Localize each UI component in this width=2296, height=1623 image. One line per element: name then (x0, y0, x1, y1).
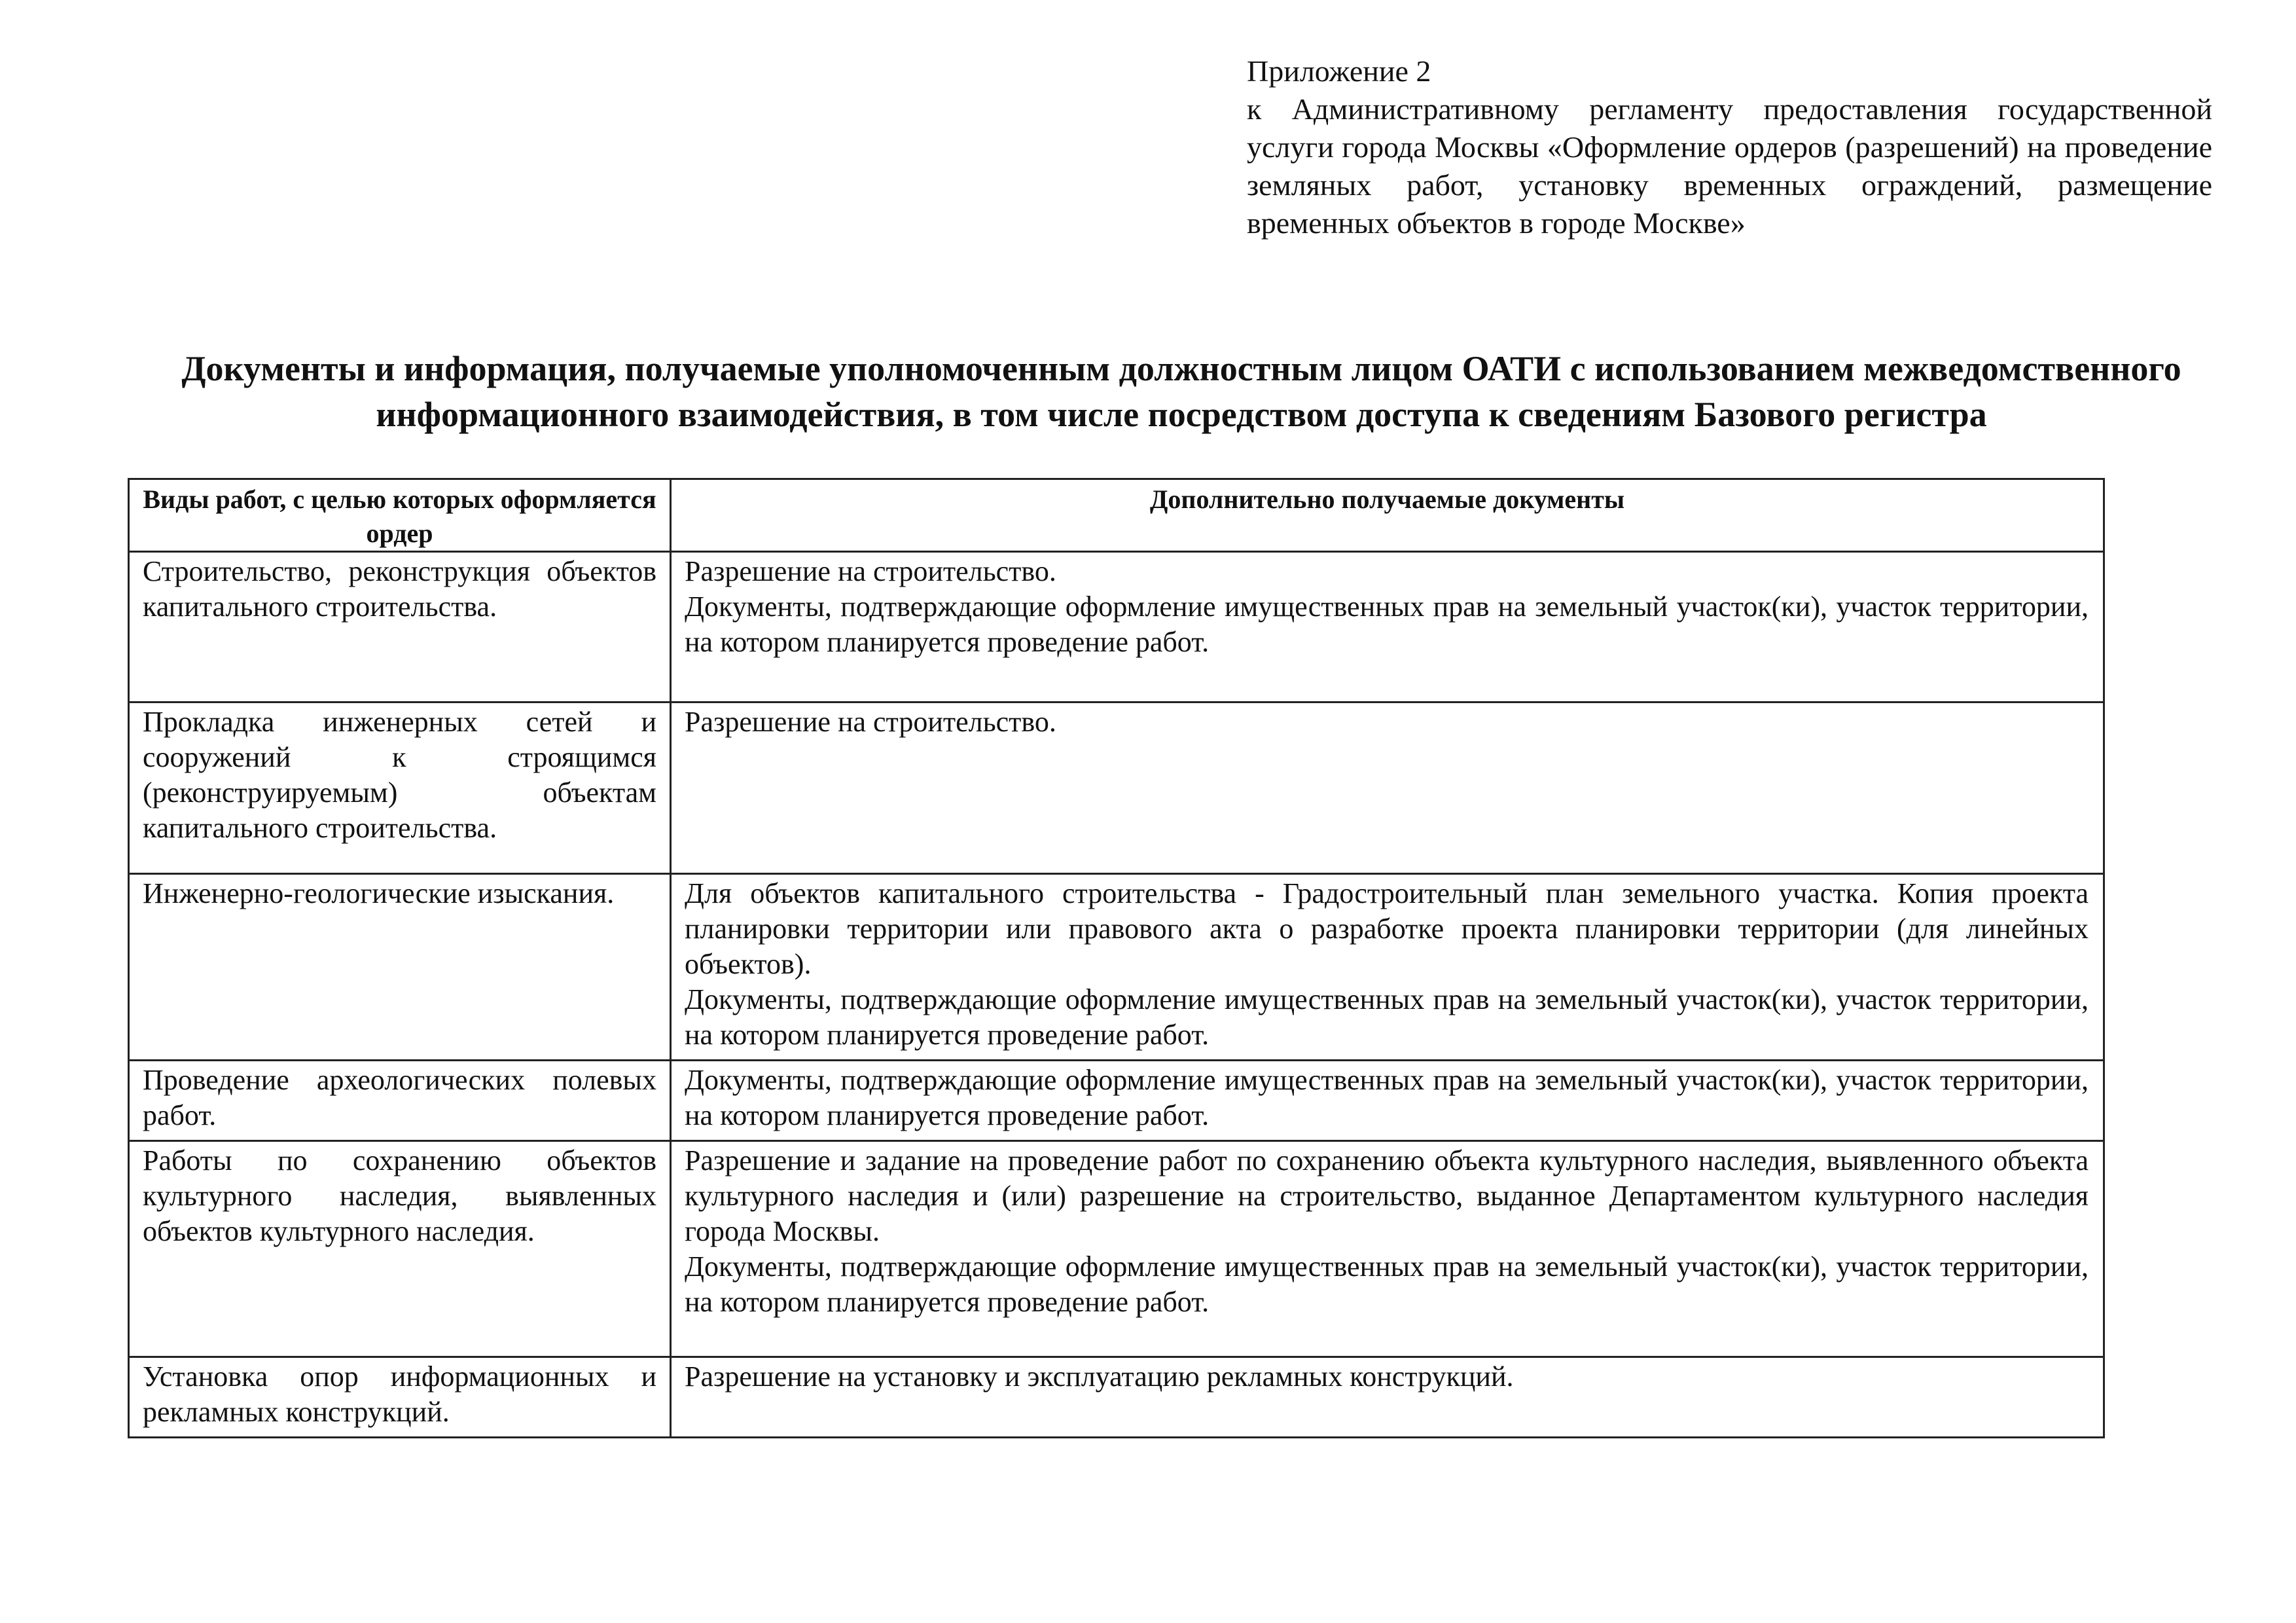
document-item: Документы, подтверждающие оформление имущественных прав на земельный участок(ки), участок территории, на котором планируется проведение работ. (685, 1250, 2089, 1318)
table-row (129, 552, 2104, 702)
documents-table (128, 478, 2105, 1438)
document-item: Документы, подтверждающие оформление имущественных прав на земельный участок(ки), участок территории, на котором планируется проведение работ. (685, 1064, 2089, 1131)
document-item: Документы, подтверждающие оформление имущественных прав на земельный участок(ки), участок территории, на котором планируется проведение работ. (685, 591, 2089, 658)
documents-cell (671, 874, 2104, 1061)
table-row (129, 874, 2104, 1061)
document-item: Разрешение на строительство. (685, 706, 1056, 738)
header-documents: Дополнительно получаемые документы (671, 479, 2104, 552)
document-title: Документы и информация, получаемые уполномоченным должностным лицом ОАТИ с использованием межведомственного информационного взаимодействия, в том числе посредством доступа к сведениям Базового регистра (181, 349, 2181, 434)
work-type-cell: Установка опор информационных и рекламных конструкций. (129, 1357, 671, 1438)
documents-cell (671, 1061, 2104, 1141)
work-type-cell: Работы по сохранению объектов культурного наследия, выявленных объектов культурного наследия. (129, 1141, 671, 1357)
document-item: Документы, подтверждающие оформление имущественных прав на земельный участок(ки), участок территории, на котором планируется проведение работ. (685, 983, 2089, 1051)
annex-text: к Административному регламенту предоставления государственной услуги города Москвы «Оформление ордеров (разрешений) на проведение земляных работ, установку временных ограждений, размещение временных объектов в городе Москве» (1247, 92, 2212, 240)
work-type-cell: Строительство, реконструкция объектов капитального строительства. (129, 552, 671, 702)
document-item: Разрешение и задание на проведение работ по сохранению объекта культурного наследия, выявленного объекта культурного наследия и (или) разрешение на строительство, выданное Департаментом культурного наследия города Москвы. (685, 1144, 2089, 1247)
table-row (129, 1141, 2104, 1357)
work-type-cell: Прокладка инженерных сетей и сооружений к строящимся (реконструируемым) объектам капитального строительства. (129, 702, 671, 874)
annex-note (1247, 52, 2212, 242)
work-type-cell: Инженерно-геологические изыскания. (129, 874, 671, 1061)
documents-cell (671, 552, 2104, 702)
table-row (129, 702, 2104, 874)
document-item: Разрешение на установку и эксплуатацию рекламных конструкций. (685, 1360, 1514, 1393)
header-work-type: Виды работ, с целью которых оформляется ордер (129, 479, 671, 552)
documents-cell (671, 1357, 2104, 1438)
documents-cell (671, 1141, 2104, 1357)
annex-title: Приложение 2 (1247, 54, 1431, 88)
document-item: Разрешение на строительство. (685, 555, 1056, 587)
table-row (129, 1357, 2104, 1438)
table-row (129, 1061, 2104, 1141)
document-item: Для объектов капитального строительства - Градостроительный план земельного участка. Копия проекта планировки территории или правового акта о разработке проекта планировки территории (для линейных объектов). (685, 877, 2089, 980)
work-type-cell: Проведение археологических полевых работ. (129, 1061, 671, 1141)
table-header-row (129, 479, 2104, 552)
documents-cell (671, 702, 2104, 874)
